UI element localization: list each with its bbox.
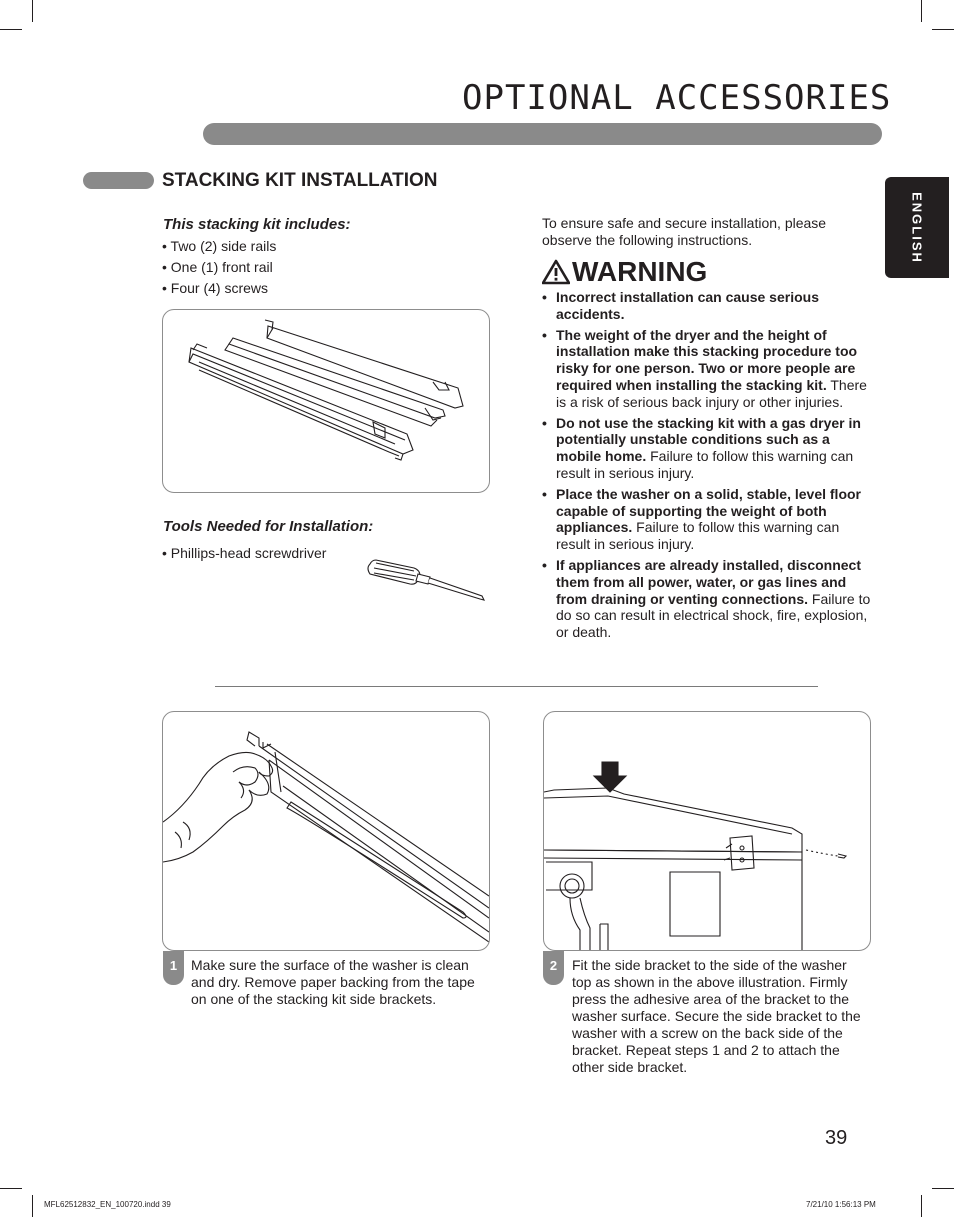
- title-underline-bar: [203, 123, 882, 145]
- step-2-badge: 2: [543, 951, 564, 985]
- step-1-illustration: [162, 711, 490, 951]
- warning-title: WARNING: [572, 256, 708, 287]
- warning-item: • The weight of the dryer and the height of installation make this stacking procedure too risky for one person. Two or more people are required when installing the stacking kit. There is a risk of serious back injury or other injuries.: [542, 327, 874, 411]
- washer-bracket-drawing: [544, 712, 870, 950]
- kit-item: • One (1) front rail: [162, 259, 273, 275]
- crop-mark: [932, 29, 954, 30]
- page-number: 39: [825, 1127, 848, 1149]
- page-title: OPTIONAL ACCESSORIES: [462, 78, 892, 118]
- tools-heading: Tools Needed for Installation:: [163, 518, 374, 535]
- hand-peeling-backing-drawing: [163, 712, 489, 950]
- section-title: STACKING KIT INSTALLATION: [162, 170, 438, 191]
- warning-item: • If appliances are already installed, disconnect them from all power, water, or gas lines and from draining or venting connections. Failure to do so can result in electrical shock, fire, explosion, or death.: [542, 557, 874, 641]
- section-divider: [215, 686, 818, 687]
- warning-item: • Do not use the stacking kit with a gas dryer in potentially unstable conditions such as a mobile home. Failure to follow this warning can result in serious injury.: [542, 415, 874, 482]
- crop-mark: [32, 0, 33, 22]
- tools-list: [162, 543, 326, 564]
- footer-file-info: MFL62512832_EN_100720.indd 39: [44, 1200, 171, 1209]
- rails-drawing: [163, 310, 489, 492]
- crop-mark: [932, 1188, 954, 1189]
- step-1-badge: 1: [163, 951, 184, 985]
- warning-item: • Incorrect installation can cause serious accidents.: [542, 289, 874, 323]
- warning-item: • Place the washer on a solid, stable, level floor capable of supporting the weight of both appliances. Failure to follow this warning can result in serious injury.: [542, 486, 874, 553]
- crop-mark: [32, 1195, 33, 1217]
- language-tab-label: ENGLISH: [909, 191, 925, 264]
- crop-mark: [921, 1195, 922, 1217]
- section-marker: [83, 172, 154, 189]
- crop-mark: [0, 1188, 22, 1189]
- step-1-text: Make sure the surface of the washer is clean and dry. Remove paper backing from the tape on one of the stacking kit side brackets.: [191, 957, 475, 1007]
- kit-item: • Four (4) screws: [162, 280, 269, 296]
- crop-mark: [0, 29, 22, 30]
- warning-triangle-icon: [542, 259, 570, 285]
- warning-heading: [542, 256, 707, 288]
- kit-list: [162, 236, 276, 299]
- kit-heading: This stacking kit includes:: [163, 216, 351, 233]
- step-2-text: Fit the side bracket to the side of the washer top as shown in the above illustration. Firmly press the adhesive area of the bracket to the washer surface. Secure the side bracket to the washer with a screw on the back side of the bracket. Repeat steps 1 and 2 to attach the other side bracket.: [572, 957, 861, 1075]
- intro-text: To ensure safe and secure installation, please observe the following instructions.: [542, 215, 827, 248]
- warning-list: [542, 289, 874, 645]
- screwdriver-icon: [364, 558, 490, 604]
- language-tab: [885, 177, 949, 278]
- kit-illustration: [162, 309, 490, 493]
- tools-item: • Phillips-head screwdriver: [162, 545, 327, 561]
- crop-mark: [921, 0, 922, 22]
- step-2-illustration: [543, 711, 871, 951]
- kit-item: • Two (2) side rails: [162, 238, 277, 254]
- footer-timestamp: 7/21/10 1:56:13 PM: [806, 1200, 876, 1209]
